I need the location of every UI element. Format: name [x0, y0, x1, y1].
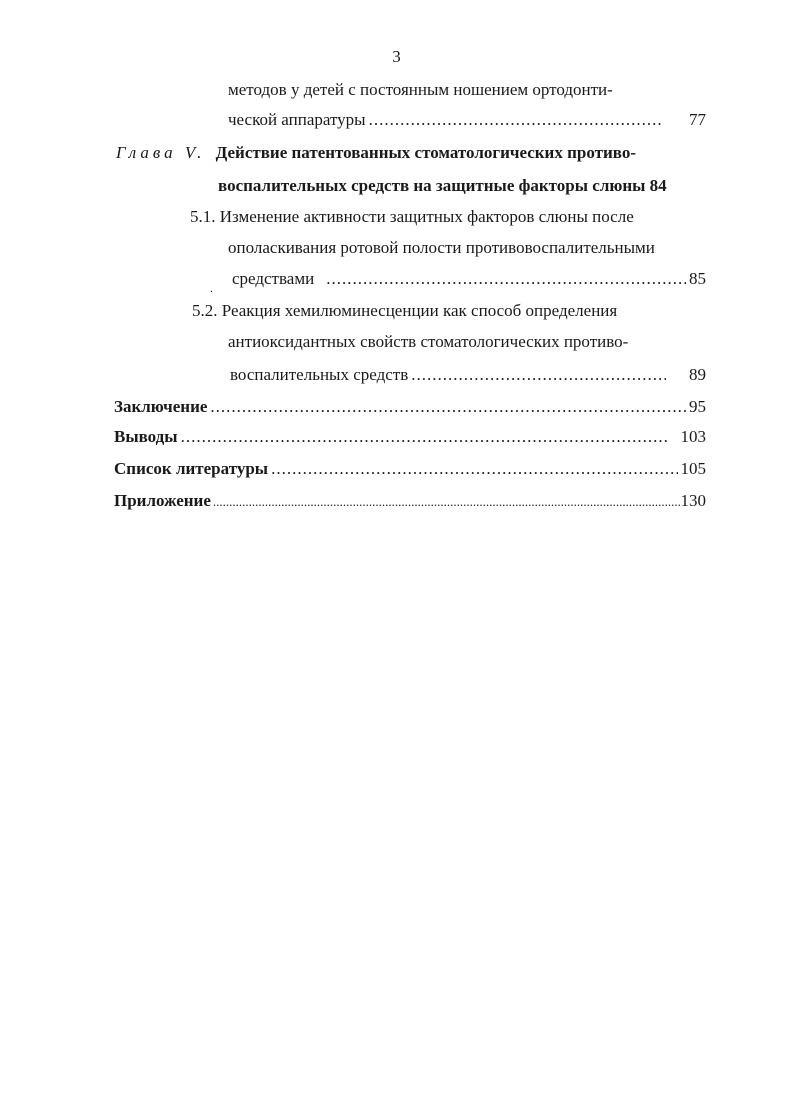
toc-entry-section-5-2[interactable] [230, 364, 706, 386]
toc-entry-page: 130 [680, 491, 706, 510]
toc-entry-findings[interactable] [114, 426, 706, 448]
chapter-title-line-2: воспалительных средств на защитные факторы слюны 84 [218, 176, 667, 195]
chapter-label: Глава V. [116, 143, 206, 162]
toc-entry-conclusion[interactable] [114, 396, 706, 418]
toc-entry-title: Список литературы [114, 459, 269, 478]
dot-leader [369, 109, 662, 131]
dot-leader [326, 268, 686, 290]
toc-entry-title: Выводы [114, 427, 178, 446]
stray-mark: . [210, 281, 213, 295]
toc-entry-prev-section[interactable] [228, 109, 706, 131]
section-5-1-line-1[interactable]: 5.1. Изменение активности защитных факторов слюны после [190, 207, 634, 226]
toc-entry-title: Заключение [114, 397, 208, 416]
toc-entry-title: Приложение [114, 491, 211, 510]
toc-entry-appendix[interactable] [114, 490, 706, 513]
toc-entry-page: 85 [689, 269, 706, 288]
dot-leader [411, 364, 666, 386]
dot-leader [271, 458, 677, 480]
dot-leader [210, 396, 686, 418]
section-5-2-line-2: антиоксидантных свойств стоматологических противо- [228, 332, 629, 351]
toc-entry-page: 77 [689, 110, 706, 129]
toc-entry-section-5-1[interactable] [232, 268, 706, 290]
dot-leader [213, 491, 681, 513]
toc-entry-page: 89 [689, 365, 706, 384]
page-number: 3 [392, 47, 401, 66]
section-5-1-line-2: ополаскивания ротовой полости противовоспалительными [228, 238, 655, 257]
toc-entry-page: 105 [680, 459, 706, 478]
prev-section-line-1: методов у детей с постоянным ношением ортодонти- [228, 80, 613, 99]
toc-entry-title: воспалительных средств [230, 365, 409, 384]
dot-leader [181, 426, 670, 448]
chapter-title-line-1: Действие патентованных стоматологических противо- [215, 143, 636, 162]
toc-chapter-5-line-1[interactable] [116, 142, 636, 164]
toc-entry-page: 103 [680, 427, 706, 446]
toc-entry-title: средствами [232, 269, 315, 288]
toc-entry-references[interactable] [114, 458, 706, 480]
toc-entry-title: ческой аппаратуры [228, 110, 366, 129]
toc-entry-page: 95 [689, 397, 706, 416]
section-5-2-line-1[interactable]: 5.2. Реакция хемилюминесценции как способ определения [192, 301, 618, 320]
